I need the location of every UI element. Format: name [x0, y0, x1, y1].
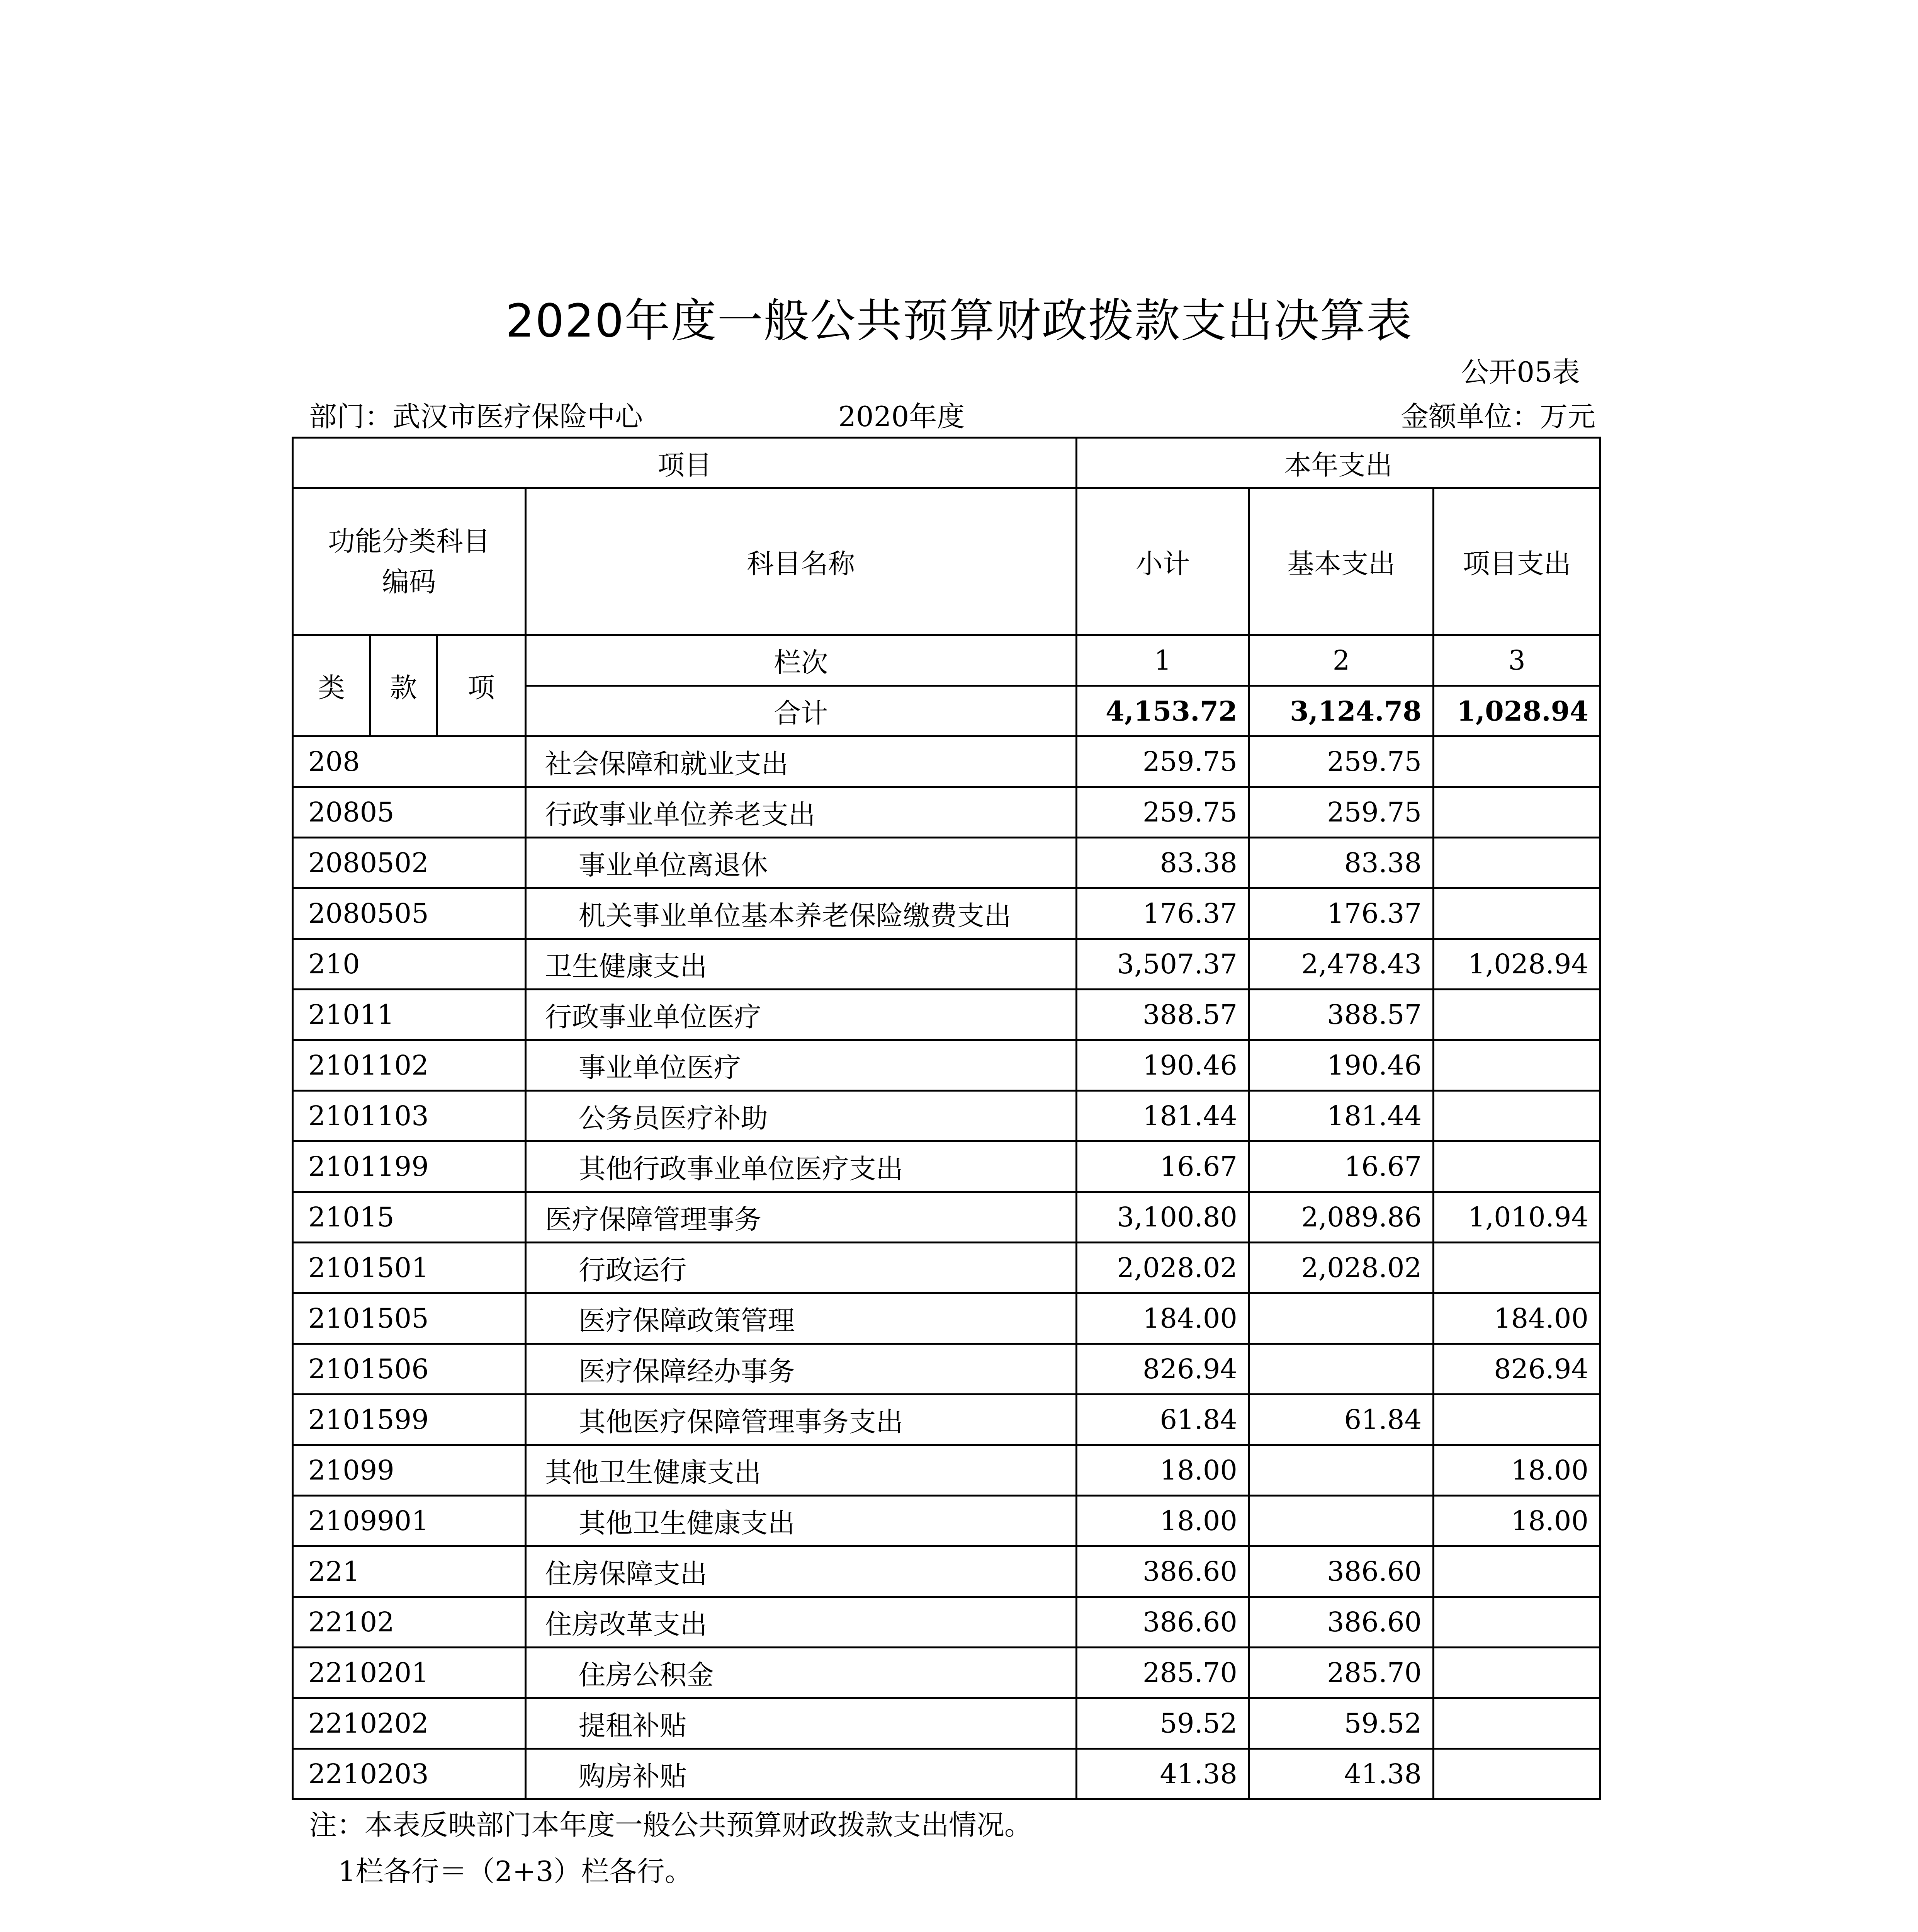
row-code: 2101599: [293, 1395, 526, 1445]
row-code: 21015: [293, 1192, 526, 1243]
row-code: 2101103: [293, 1091, 526, 1141]
row-name: 行政运行: [525, 1243, 1076, 1293]
table-row: [293, 1445, 1600, 1496]
total-label: 合计: [525, 686, 1076, 736]
row-code: 2101505: [293, 1293, 526, 1344]
row-basic: 41.38: [1249, 1749, 1433, 1799]
row-name: 其他医疗保障管理事务支出: [525, 1395, 1076, 1445]
page-title: 2020年度一般公共预算财政拨款支出决算表: [505, 294, 1413, 347]
table-row: [293, 1040, 1600, 1091]
row-project: [1434, 1040, 1600, 1091]
header-row-2: [293, 488, 1600, 635]
row-basic: 259.75: [1249, 787, 1433, 838]
row-name: 医疗保障政策管理: [525, 1293, 1076, 1344]
form-number: 公开05表: [1461, 356, 1580, 388]
row-project: [1434, 838, 1600, 888]
unit-label: 金额单位：万元: [1400, 400, 1595, 433]
note-line-2: 1栏各行＝（2+3）栏各行。: [338, 1855, 693, 1888]
header-func-code: 功能分类科目编码: [293, 488, 526, 635]
row-name: 卫生健康支出: [525, 939, 1076, 990]
row-code: 20805: [293, 787, 526, 838]
row-project: [1434, 1141, 1600, 1192]
header-col1: 1: [1076, 635, 1249, 686]
row-name: 医疗保障管理事务: [525, 1192, 1076, 1243]
row-project: 1,028.94: [1434, 939, 1600, 990]
row-code: 2101501: [293, 1243, 526, 1293]
row-name: 事业单位离退休: [525, 838, 1076, 888]
note-line-1: 注：本表反映部门本年度一般公共预算财政拨款支出情况。: [309, 1809, 1033, 1841]
row-name: 其他卫生健康支出: [525, 1496, 1076, 1546]
row-project: [1434, 888, 1600, 939]
row-name: 社会保障和就业支出: [525, 736, 1076, 787]
row-name: 机关事业单位基本养老保险缴费支出: [525, 888, 1076, 939]
row-name: 行政事业单位医疗: [525, 990, 1076, 1040]
header-col3: 3: [1434, 635, 1600, 686]
header-basic: 基本支出: [1249, 488, 1433, 635]
row-name: 住房保障支出: [525, 1546, 1076, 1597]
table-row: [293, 1243, 1600, 1293]
table-row: [293, 1293, 1600, 1344]
table-row: [293, 1698, 1600, 1749]
row-subtotal: 388.57: [1076, 990, 1249, 1040]
row-project: 18.00: [1434, 1496, 1600, 1546]
row-name: 购房补贴: [525, 1749, 1076, 1799]
budget-table: [292, 437, 1601, 1800]
row-subtotal: 83.38: [1076, 838, 1249, 888]
row-code: 2101506: [293, 1344, 526, 1395]
header-col2: 2: [1249, 635, 1433, 686]
row-subtotal: 3,100.80: [1076, 1192, 1249, 1243]
row-code: 2101199: [293, 1141, 526, 1192]
row-code: 2109901: [293, 1496, 526, 1546]
row-basic: 61.84: [1249, 1395, 1433, 1445]
table-row: [293, 787, 1600, 838]
row-code: 208: [293, 736, 526, 787]
row-subtotal: 386.60: [1076, 1546, 1249, 1597]
header-row-3: [293, 635, 1600, 686]
row-subtotal: 16.67: [1076, 1141, 1249, 1192]
row-subtotal: 61.84: [1076, 1395, 1249, 1445]
table-row: [293, 1597, 1600, 1648]
row-subtotal: 176.37: [1076, 888, 1249, 939]
row-subtotal: 3,507.37: [1076, 939, 1249, 990]
header-subject-name: 科目名称: [525, 488, 1076, 635]
row-name: 住房改革支出: [525, 1597, 1076, 1648]
row-subtotal: 41.38: [1076, 1749, 1249, 1799]
row-name: 医疗保障经办事务: [525, 1344, 1076, 1395]
row-name: 住房公积金: [525, 1648, 1076, 1698]
row-subtotal: 18.00: [1076, 1496, 1249, 1546]
row-basic: [1249, 1496, 1433, 1546]
row-basic: 181.44: [1249, 1091, 1433, 1141]
row-subtotal: 826.94: [1076, 1344, 1249, 1395]
row-project: [1434, 1243, 1600, 1293]
header-current-year: 本年支出: [1076, 438, 1600, 488]
row-basic: 386.60: [1249, 1546, 1433, 1597]
table-row: [293, 838, 1600, 888]
row-code: 221: [293, 1546, 526, 1597]
row-project: 184.00: [1434, 1293, 1600, 1344]
row-subtotal: 259.75: [1076, 736, 1249, 787]
table-row: [293, 1546, 1600, 1597]
header-subtotal: 小计: [1076, 488, 1249, 635]
table-row: [293, 1749, 1600, 1799]
row-subtotal: 285.70: [1076, 1648, 1249, 1698]
row-project: [1434, 736, 1600, 787]
row-project: 1,010.94: [1434, 1192, 1600, 1243]
row-basic: 386.60: [1249, 1597, 1433, 1648]
row-basic: 2,028.02: [1249, 1243, 1433, 1293]
total-subtotal: 4,153.72: [1076, 686, 1249, 736]
row-project: [1434, 1597, 1600, 1648]
row-subtotal: 181.44: [1076, 1091, 1249, 1141]
row-basic: 83.38: [1249, 838, 1433, 888]
row-subtotal: 184.00: [1076, 1293, 1249, 1344]
table-row: [293, 1395, 1600, 1445]
header-column-no: 栏次: [525, 635, 1076, 686]
row-code: 2080502: [293, 838, 526, 888]
table-row: [293, 736, 1600, 787]
row-basic: 2,089.86: [1249, 1192, 1433, 1243]
year-label: 2020年度: [838, 400, 965, 433]
row-basic: 285.70: [1249, 1648, 1433, 1698]
row-subtotal: 59.52: [1076, 1698, 1249, 1749]
row-basic: 2,478.43: [1249, 939, 1433, 990]
table-row: [293, 1344, 1600, 1395]
row-name: 公务员医疗补助: [525, 1091, 1076, 1141]
header-project: 项目: [293, 438, 1077, 488]
row-basic: [1249, 1344, 1433, 1395]
row-subtotal: 190.46: [1076, 1040, 1249, 1091]
total-basic: 3,124.78: [1249, 686, 1433, 736]
total-project: 1,028.94: [1434, 686, 1600, 736]
header-kuan: 款: [370, 635, 437, 736]
row-project: 826.94: [1434, 1344, 1600, 1395]
row-project: [1434, 1395, 1600, 1445]
row-code: 2080505: [293, 888, 526, 939]
table-row: [293, 1091, 1600, 1141]
row-name: 其他行政事业单位医疗支出: [525, 1141, 1076, 1192]
row-basic: 388.57: [1249, 990, 1433, 1040]
row-code: 210: [293, 939, 526, 990]
meta-line: [309, 394, 1595, 433]
row-name: 行政事业单位养老支出: [525, 787, 1076, 838]
table-row: [293, 1141, 1600, 1192]
row-project: [1434, 1648, 1600, 1698]
header-lei: 类: [293, 635, 370, 736]
header-project-exp: 项目支出: [1434, 488, 1600, 635]
row-basic: 16.67: [1249, 1141, 1433, 1192]
row-project: [1434, 1546, 1600, 1597]
table-row: [293, 990, 1600, 1040]
table-row: [293, 888, 1600, 939]
row-code: 21099: [293, 1445, 526, 1496]
row-project: [1434, 1749, 1600, 1799]
row-name: 提租补贴: [525, 1698, 1076, 1749]
row-project: 18.00: [1434, 1445, 1600, 1496]
row-project: [1434, 1698, 1600, 1749]
row-basic: 59.52: [1249, 1698, 1433, 1749]
header-xiang: 项: [437, 635, 525, 736]
row-basic: 176.37: [1249, 888, 1433, 939]
row-basic: 259.75: [1249, 736, 1433, 787]
table-row: [293, 1192, 1600, 1243]
row-project: [1434, 990, 1600, 1040]
department-label: 部门：武汉市医疗保险中心: [309, 400, 643, 433]
row-project: [1434, 1091, 1600, 1141]
row-subtotal: 18.00: [1076, 1445, 1249, 1496]
row-basic: [1249, 1445, 1433, 1496]
row-code: 2210201: [293, 1648, 526, 1698]
row-code: 2210203: [293, 1749, 526, 1799]
row-subtotal: 2,028.02: [1076, 1243, 1249, 1293]
row-subtotal: 386.60: [1076, 1597, 1249, 1648]
row-code: 22102: [293, 1597, 526, 1648]
row-name: 其他卫生健康支出: [525, 1445, 1076, 1496]
row-subtotal: 259.75: [1076, 787, 1249, 838]
table-row: [293, 1648, 1600, 1698]
row-basic: 190.46: [1249, 1040, 1433, 1091]
row-code: 2101102: [293, 1040, 526, 1091]
row-basic: [1249, 1293, 1433, 1344]
row-code: 21011: [293, 990, 526, 1040]
row-code: 2210202: [293, 1698, 526, 1749]
header-row-1: [293, 438, 1600, 488]
row-project: [1434, 787, 1600, 838]
table-row: [293, 939, 1600, 990]
table-row: [293, 1496, 1600, 1546]
row-name: 事业单位医疗: [525, 1040, 1076, 1091]
